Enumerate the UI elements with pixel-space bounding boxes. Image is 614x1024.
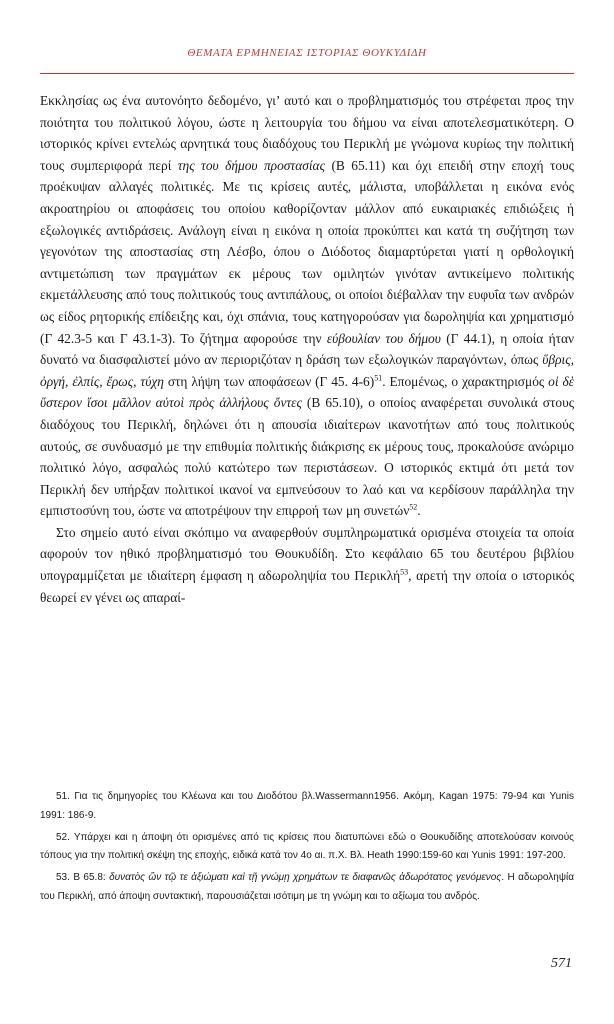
text-run: . bbox=[417, 503, 421, 519]
footnote-53 bbox=[40, 869, 574, 907]
text-run: 53. Β 65.8: bbox=[56, 872, 110, 884]
text-run: (Γ 44.1), η οποία ήταν δυνατό να διασφαλιστεί μόνο αν περιοριζόταν η δράση των εξωλογικών παραγόντων, όπως bbox=[40, 330, 575, 368]
greek-quote: εύβουλίαν του δήμου bbox=[326, 330, 441, 346]
paragraph-1 bbox=[40, 90, 574, 522]
text-run: (Β 65.11) και όχι επειδή στην εποχή τους προέκυψαν αλλαγές πολιτικές. Με τις κρίσεις αυτές, μάλιστα, υποβάλλεται η εικόνα ενός ακροατηρίου οι αποφάσεις του οποίου καθορίζονταν μάλλον από ευκαιριακές επιδιώξεις ή εξωλογικές αντιδράσεις. Ανάλογη είναι η εικόνα η οποία προκύπτει και κατά τη συζήτηση των γεγονότων της αποστασίας στη Λέσβο, όπου ο Διόδοτος διαμαρτύρεται γιατί η ορθολογική αντιμετώπιση των πραγμάτων εκ μέρους των ομιλητών γινόταν αντικείμενο πολιτικής εκμετάλλευσης από τους πολιτικούς τους αντιπάλους, οι οποίοι διέβαλλαν την ευφυΐα των ανδρών ως είδος ρητορικής επίδειξης και, όχι σπάνια, τους κατηγορούσαν για δωροληψία και χρηματισμό (Γ 42.3-5 και Γ 43.1-3). Το ζήτημα αφορούσε την bbox=[40, 157, 574, 346]
text-run: , αρετή την οποία ο ιστορικός θεωρεί εν γένει ως απαραί- bbox=[40, 568, 574, 605]
text-run: . Επομένως, ο χαρακτηρισμός bbox=[382, 373, 549, 389]
greek-quote: ὕβρις, ὀργή, ἐλπίς, ἔρως, τύχη bbox=[40, 352, 574, 389]
paragraph-2 bbox=[40, 522, 574, 608]
greek-quote: οἱ δὲ ὕστερον ἴσοι μᾶλλον αὐτοὶ πρὸς ἀλλήλους ὄντες bbox=[40, 373, 574, 411]
footnote-ref: 52 bbox=[409, 502, 418, 512]
footnote-51: 51. Για τις δημηγορίες του Κλέωνα και του Διοδότου βλ.Wassermann1956. Ακόμη, Kagan 1975: 79-94 και Yunis 1991: 186-9. bbox=[40, 791, 574, 821]
footnote-ref: 53 bbox=[400, 567, 409, 577]
body-text bbox=[40, 90, 574, 608]
text-run: . Η αδωροληψία του Περικλή, από άποψη συντακτική, παρουσιάζεται ισότιμη με τη γνώμη και το αξίωμα του ανδρός. bbox=[40, 872, 574, 902]
text-run: Εκκλησίας ως ένα αυτονόητο δεδομένο, γι’ αυτό και ο προβληματισμός του στρέφεται προς την ποιότητα του πολιτικού λόγου, ώστε η λειτουργία του δήμου να είναι αποτελεσματικότερη. Ο ιστορικός κρίνει εντελώς αρνητικά τους διαδόχους του Περικλή με γνώμονα κυρίως την πολιτική τους συμπεριφορά περί bbox=[40, 93, 574, 173]
greek-quote: της του δήμου προστασίας bbox=[177, 157, 326, 173]
text-run: Στο σημείο αυτό είναι σκόπιμο να αναφερθούν συμπληρωματικά ορισμένα στοιχεία τα οποία αφορούν τον ηθικό προβληματισμό του Θουκυδίδη. Στο κεφάλαιο 65 του δευτέρου βιβλίου υπογραμμίζεται με ιδιαίτερη έμφαση η αδωροληψία του Περικλή bbox=[40, 524, 574, 584]
text-run: (Β 65.10), ο οποίος αναφέρεται συνολικά στους διαδόχους του Περικλή, δηλώνει ότι η απουσία ιδιαίτερων ικανοτήτων από τους πολιτικούς αυτούς, σε συνδυασμό με την επιθυμία πολιτικής διάκρισης εκ μέρους τους, προκαλούσε ανώριμο πολιτικό λόγο, ασφαλώς πολύ κατώτερο των περιστάσεων. Ο ιστορικός εκτιμά ότι μετά τον Περικλή δεν υπήρξαν πολιτικοί ικανοί να εμπνεύσουν το λαό και να κερδίσουν παράλληλα την εμπιστοσύνη του, ώστε να αποτρέψουν την επιρροή των μη συνετών bbox=[40, 395, 574, 519]
footnote-52: 52. Υπάρχει και η άποψη ότι ορισμένες από τις κρίσεις που διατυπώνει εδώ ο Θουκυδίδης αποτελούσαν κοινούς τόπους για την πολιτική σκέψη της εποχής, ειδικά κατά τον 4ο αι. π.Χ. Βλ. Heath 1990:159-60 και Yunis 1991: 197-200. bbox=[40, 831, 574, 862]
footnotes bbox=[40, 788, 574, 910]
greek-quote: δυνατὸς ὢν τῷ τε ἀξιώματι καὶ τῇ γνώμῃ χρημάτων τε διαφανῶς ἀδωρότατος γενόμενος bbox=[109, 872, 502, 884]
footnote-ref: 51 bbox=[374, 373, 383, 383]
header-rule bbox=[40, 73, 574, 74]
running-head: ΘΕΜΑΤΑ ΕΡΜΗΝΕΙΑΣ ΙΣΤΟΡΙΑΣ ΘΟΥΚΥΔΙΔΗ bbox=[187, 47, 427, 59]
page-number: 571 bbox=[551, 956, 572, 971]
text-run: στη λήψη των αποφάσεων (Γ 45. 4-6) bbox=[163, 373, 375, 389]
